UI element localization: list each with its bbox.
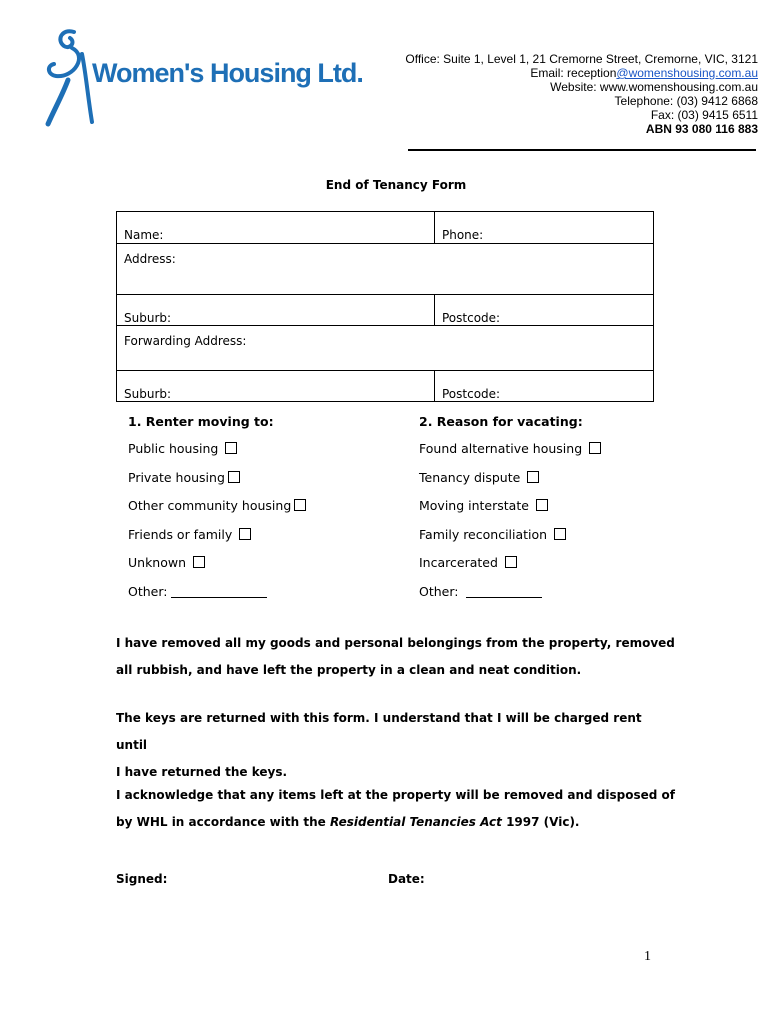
statement-belongings: I have removed all my goods and personal belongings from the property, removed all rubbish, and have left the property in a clean and neat condition. <box>116 636 675 677</box>
reason-vacating-heading: 2. Reason for vacating: <box>419 414 583 429</box>
suburb-field[interactable]: Suburb: <box>117 295 435 326</box>
option-private-housing[interactable]: Private housing <box>128 470 306 499</box>
fax-line: Fax: (03) 9415 6511 <box>650 108 758 122</box>
option-other-community-housing[interactable]: Other community housing <box>128 498 306 527</box>
page-number: 1 <box>644 949 651 964</box>
act-name: Residential Tenancies Act <box>329 815 502 829</box>
website-line: Website: www.womenshousing.com.au <box>550 80 758 94</box>
forwarding-address-field[interactable]: Forwarding Address: <box>117 326 654 371</box>
form-title: End of Tenancy Form <box>325 178 467 192</box>
email-prefix: Email: reception <box>530 66 617 80</box>
option-tenancy-dispute[interactable]: Tenancy dispute <box>419 470 601 499</box>
logo-text: Women's Housing Ltd. <box>92 58 363 88</box>
option-family-reconciliation[interactable]: Family reconciliation <box>419 527 601 556</box>
signed-label: Signed: <box>116 872 168 886</box>
other-input-line[interactable] <box>171 585 267 598</box>
option-public-housing[interactable]: Public housing <box>128 441 306 470</box>
checkbox[interactable] <box>294 499 306 511</box>
tenant-details-table <box>116 211 654 402</box>
checkbox[interactable] <box>536 499 548 511</box>
option-other[interactable]: Other: <box>128 584 306 613</box>
checkbox[interactable] <box>228 471 240 483</box>
option-found-alternative-housing[interactable]: Found alternative housing <box>419 441 601 470</box>
statement-items-left: I acknowledge that any items left at the property will be removed and disposed of by WHL in accordance with the Residential Tenancies Act 1997 (Vic). <box>116 788 675 829</box>
contact-info <box>405 52 758 136</box>
checkbox[interactable] <box>239 528 251 540</box>
checkbox[interactable] <box>527 471 539 483</box>
checkbox[interactable] <box>589 442 601 454</box>
forwarding-suburb-field[interactable]: Suburb: <box>117 371 435 402</box>
postcode-field[interactable]: Postcode: <box>435 295 654 326</box>
option-moving-interstate[interactable]: Moving interstate <box>419 498 601 527</box>
other-reason-input-line[interactable] <box>466 585 542 598</box>
option-incarcerated[interactable]: Incarcerated <box>419 555 601 584</box>
checkbox[interactable] <box>225 442 237 454</box>
name-field[interactable]: Name: <box>117 212 435 244</box>
office-address: Office: Suite 1, Level 1, 21 Cremorne Street, Cremorne, VIC, 3121 <box>405 52 758 66</box>
statement-keys: The keys are returned with this form. I understand that I will be charged rent until I have returned the keys. <box>116 711 642 779</box>
renter-moving-section <box>128 414 306 612</box>
address-field[interactable]: Address: <box>117 244 654 295</box>
checkbox[interactable] <box>505 556 517 568</box>
email-link[interactable]: @womenshousing.com.au <box>616 66 758 80</box>
option-unknown[interactable]: Unknown <box>128 555 306 584</box>
renter-moving-heading: 1. Renter moving to: <box>128 414 274 429</box>
email-line <box>405 66 758 80</box>
phone-field[interactable]: Phone: <box>435 212 654 244</box>
checkbox[interactable] <box>554 528 566 540</box>
header-divider <box>408 149 756 151</box>
date-label: Date: <box>388 872 425 886</box>
forwarding-postcode-field[interactable]: Postcode: <box>435 371 654 402</box>
option-friends-or-family[interactable]: Friends or family <box>128 527 306 556</box>
telephone-line: Telephone: (03) 9412 6868 <box>614 94 758 108</box>
reason-vacating-section <box>419 414 601 612</box>
checkbox[interactable] <box>193 556 205 568</box>
option-other-reason[interactable]: Other: <box>419 584 601 613</box>
abn-line: ABN 93 080 116 883 <box>645 122 758 136</box>
